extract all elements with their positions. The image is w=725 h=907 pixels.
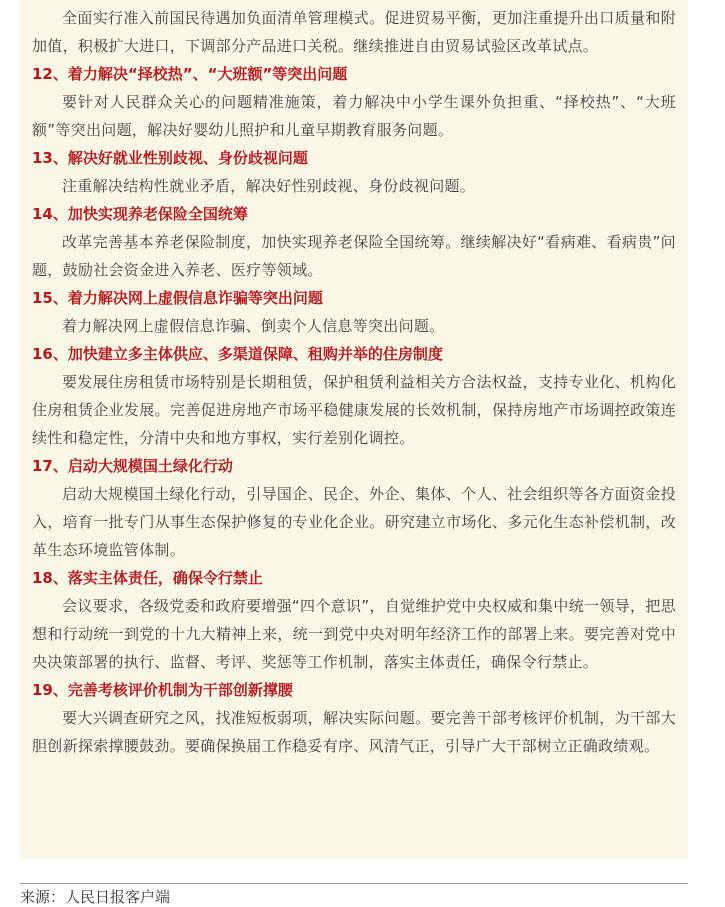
intro-text: 全面实行准入前国民待遇加负面清单管理模式。促进贸易平衡，更加注重提升出口质量和附加值，积极扩大进口，下调部分产品进口关税。继续推进自由贸易试验区改革试点。	[32, 9, 676, 55]
section-17	[32, 452, 676, 564]
section-title: 16、加快建立多主体供应、多渠道保障、租购并举的住房制度	[32, 345, 443, 363]
section-title: 15、着力解决网上虚假信息诈骗等突出问题	[32, 289, 323, 307]
section-body: 启动大规模国土绿化行动，引导国企、民企、外企、集体、个人、社会组织等各方面资金投入，培育一批专门从事生态保护修复的专业化企业。研究建立市场化、多元化生态补偿机制，改革生态环境监管体制。	[32, 485, 676, 559]
section-title: 19、完善考核评价机制为干部创新撑腰	[32, 681, 293, 699]
section-body: 会议要求，各级党委和政府要增强“四个意识”，自觉维护党中央权威和集中统一领导，把思想和行动统一到党的十九大精神上来，统一到党中央对明年经济工作的部署上来。要完善对党中央决策部署的执行、监督、考评、奖惩等工作机制，落实主体责任，确保令行禁止。	[32, 597, 676, 671]
section-body: 要大兴调查研究之风，找准短板弱项，解决实际问题。要完善干部考核评价机制，为干部大胆创新探索撑腰鼓劲。要确保换届工作稳妥有序、风清气正，引导广大干部树立正确政绩观。	[32, 709, 676, 755]
section-18	[32, 564, 676, 676]
section-title: 13、解决好就业性别歧视、身份歧视问题	[32, 149, 308, 167]
section-title: 12、着力解决“择校热”、“大班额”等突出问题	[32, 65, 348, 83]
source-credit: 来源：人民日报客户端	[20, 888, 171, 906]
article-content	[20, 0, 688, 858]
section-body: 注重解决结构性就业矛盾，解决好性别歧视、身份歧视问题。	[62, 177, 476, 195]
section-19	[32, 676, 676, 760]
section-title: 14、加快实现养老保险全国统筹	[32, 205, 248, 223]
intro-paragraph	[32, 4, 676, 60]
section-body: 着力解决网上虚假信息诈骗、倒卖个人信息等突出问题。	[62, 317, 445, 335]
section-body: 要发展住房租赁市场特别是长期租赁，保护租赁利益相关方合法权益，支持专业化、机构化住房租赁企业发展。完善促进房地产市场平稳健康发展的长效机制，保持房地产市场调控政策连续性和稳定性，分清中央和地方事权，实行差别化调控。	[32, 373, 676, 447]
section-13	[32, 144, 676, 200]
section-12	[32, 60, 676, 144]
section-title: 18、落实主体责任，确保令行禁止	[32, 569, 263, 587]
section-14	[32, 200, 676, 284]
section-15	[32, 284, 676, 340]
section-body: 改革完善基本养老保险制度，加快实现养老保险全国统筹。继续解决好“看病难、看病贵”问题，鼓励社会资金进入养老、医疗等领域。	[32, 233, 676, 279]
source-divider	[20, 883, 688, 884]
section-16	[32, 340, 676, 452]
section-body: 要针对人民群众关心的问题精准施策，着力解决中小学生课外负担重、“择校热”、“大班额”等突出问题，解决好婴幼儿照护和儿童早期教育服务问题。	[32, 93, 676, 139]
section-title: 17、启动大规模国土绿化行动	[32, 457, 233, 475]
